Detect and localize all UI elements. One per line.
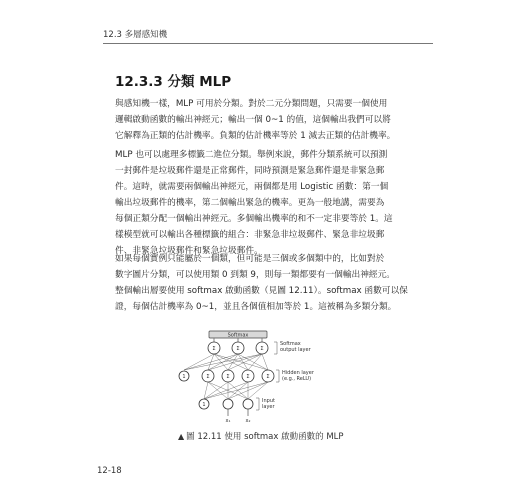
input-layer <box>199 399 253 424</box>
hidden-layer-label: (e.g., ReLU) <box>282 376 312 382</box>
text-line: 如果每個實例只能屬於一個類，但可能是三個或多個類中的，比如對於 <box>115 254 385 264</box>
connection-input-hidden <box>204 382 228 399</box>
bias-label: 1 <box>182 374 186 380</box>
page-number: 12-18 <box>97 466 122 476</box>
text-line: 證，每個估計機率為 0~1，並且各個值相加等於 1。這被稱為多類分類。 <box>115 302 397 312</box>
connection-input-hidden <box>204 382 248 399</box>
output-layer-label: output layer <box>280 347 311 353</box>
sum-symbol: Σ <box>226 374 230 380</box>
softmax-box-label: Softmax <box>227 332 249 339</box>
paragraph-multilabel-classification <box>115 147 437 259</box>
text-line: 輸出垃圾郵件的機率，第二個輸出緊急的機率。更為一般地講，需要為 <box>115 198 385 208</box>
sum-symbol: Σ <box>236 346 240 352</box>
input-layer-bracket <box>256 398 259 410</box>
text-line: 邏輯啟動函數的輸出神經元；輸出一個 0~1 的值，這個輸出我們可以將 <box>115 115 391 125</box>
hidden-layer-label: Hidden layer <box>282 370 314 376</box>
input-layer-label: Input <box>262 398 275 404</box>
output-layer <box>208 342 268 354</box>
text-line: 數字圖片分類，可以使用類 0 到類 9，則每一類都要有一個輸出神經元。 <box>115 270 395 280</box>
sum-symbol: Σ <box>246 374 250 380</box>
connection-hidden-output <box>208 354 214 370</box>
mlp-softmax-diagram <box>170 329 330 424</box>
caption-marker: ▲ <box>178 432 185 441</box>
section-title: 12.3.3 分類 MLP <box>115 74 232 90</box>
input-layer-label: layer <box>262 404 275 410</box>
bias-label: 1 <box>202 402 206 408</box>
input-neuron <box>223 399 233 409</box>
text-line: 整個輸出層要使用 softmax 啟動函數（見圖 12.11）。softmax 函數可以保 <box>115 286 408 296</box>
figure-caption <box>178 430 344 442</box>
output-layer-bracket <box>274 342 277 354</box>
output-layer-label: Softmax <box>280 341 301 347</box>
connection-hidden-output <box>184 354 214 370</box>
text-line: MLP 也可以處理多標籤二進位分類。舉例來說，郵件分類系統可以預測 <box>115 150 388 160</box>
sum-symbol: Σ <box>266 374 270 380</box>
text-line: 與感知機一樣，MLP 可用於分類。對於二元分類問題，只需要一個使用 <box>115 99 388 109</box>
paragraph-multiclass-classification <box>115 251 437 315</box>
text-line: 它解釋為正類的估計機率。負類的估計機率等於 1 減去正類的估計機率。 <box>115 131 396 141</box>
hidden-layer <box>179 370 274 382</box>
text-line: 件。這時，就需要兩個輸出神經元，兩個都是用 Logistic 函數：第一個 <box>115 182 389 192</box>
sum-symbol: Σ <box>260 346 264 352</box>
text-line: 樣模型就可以輸出各種標籤的組合：非緊急非垃圾郵件、緊急非垃圾郵 <box>115 230 385 240</box>
sum-symbol: Σ <box>212 346 216 352</box>
hidden-layer-bracket <box>276 370 279 382</box>
paragraph-binary-classification <box>115 96 437 144</box>
input-x2-label: x₂ <box>245 418 251 424</box>
text-line: 每個正類分配一個輸出神經元。多個輸出機率的和不一定非要等於 1。這 <box>115 214 393 224</box>
text-line: 一封郵件是垃圾郵件還是正常郵件，同時預測是緊急郵件還是非緊急郵 <box>115 166 385 176</box>
sum-symbol: Σ <box>206 374 210 380</box>
input-neuron <box>243 399 253 409</box>
caption-text: 圖 12.11 使用 softmax 啟動函數的 MLP <box>186 432 344 442</box>
input-x1-label: x₁ <box>225 418 231 424</box>
page-header: 12.3 多層感知機 <box>103 28 433 44</box>
text-line: 件、非緊急垃圾郵件和緊急垃圾郵件。 <box>115 246 263 256</box>
connection-hidden-output <box>262 354 268 370</box>
mlp-diagram-svg <box>170 329 330 424</box>
